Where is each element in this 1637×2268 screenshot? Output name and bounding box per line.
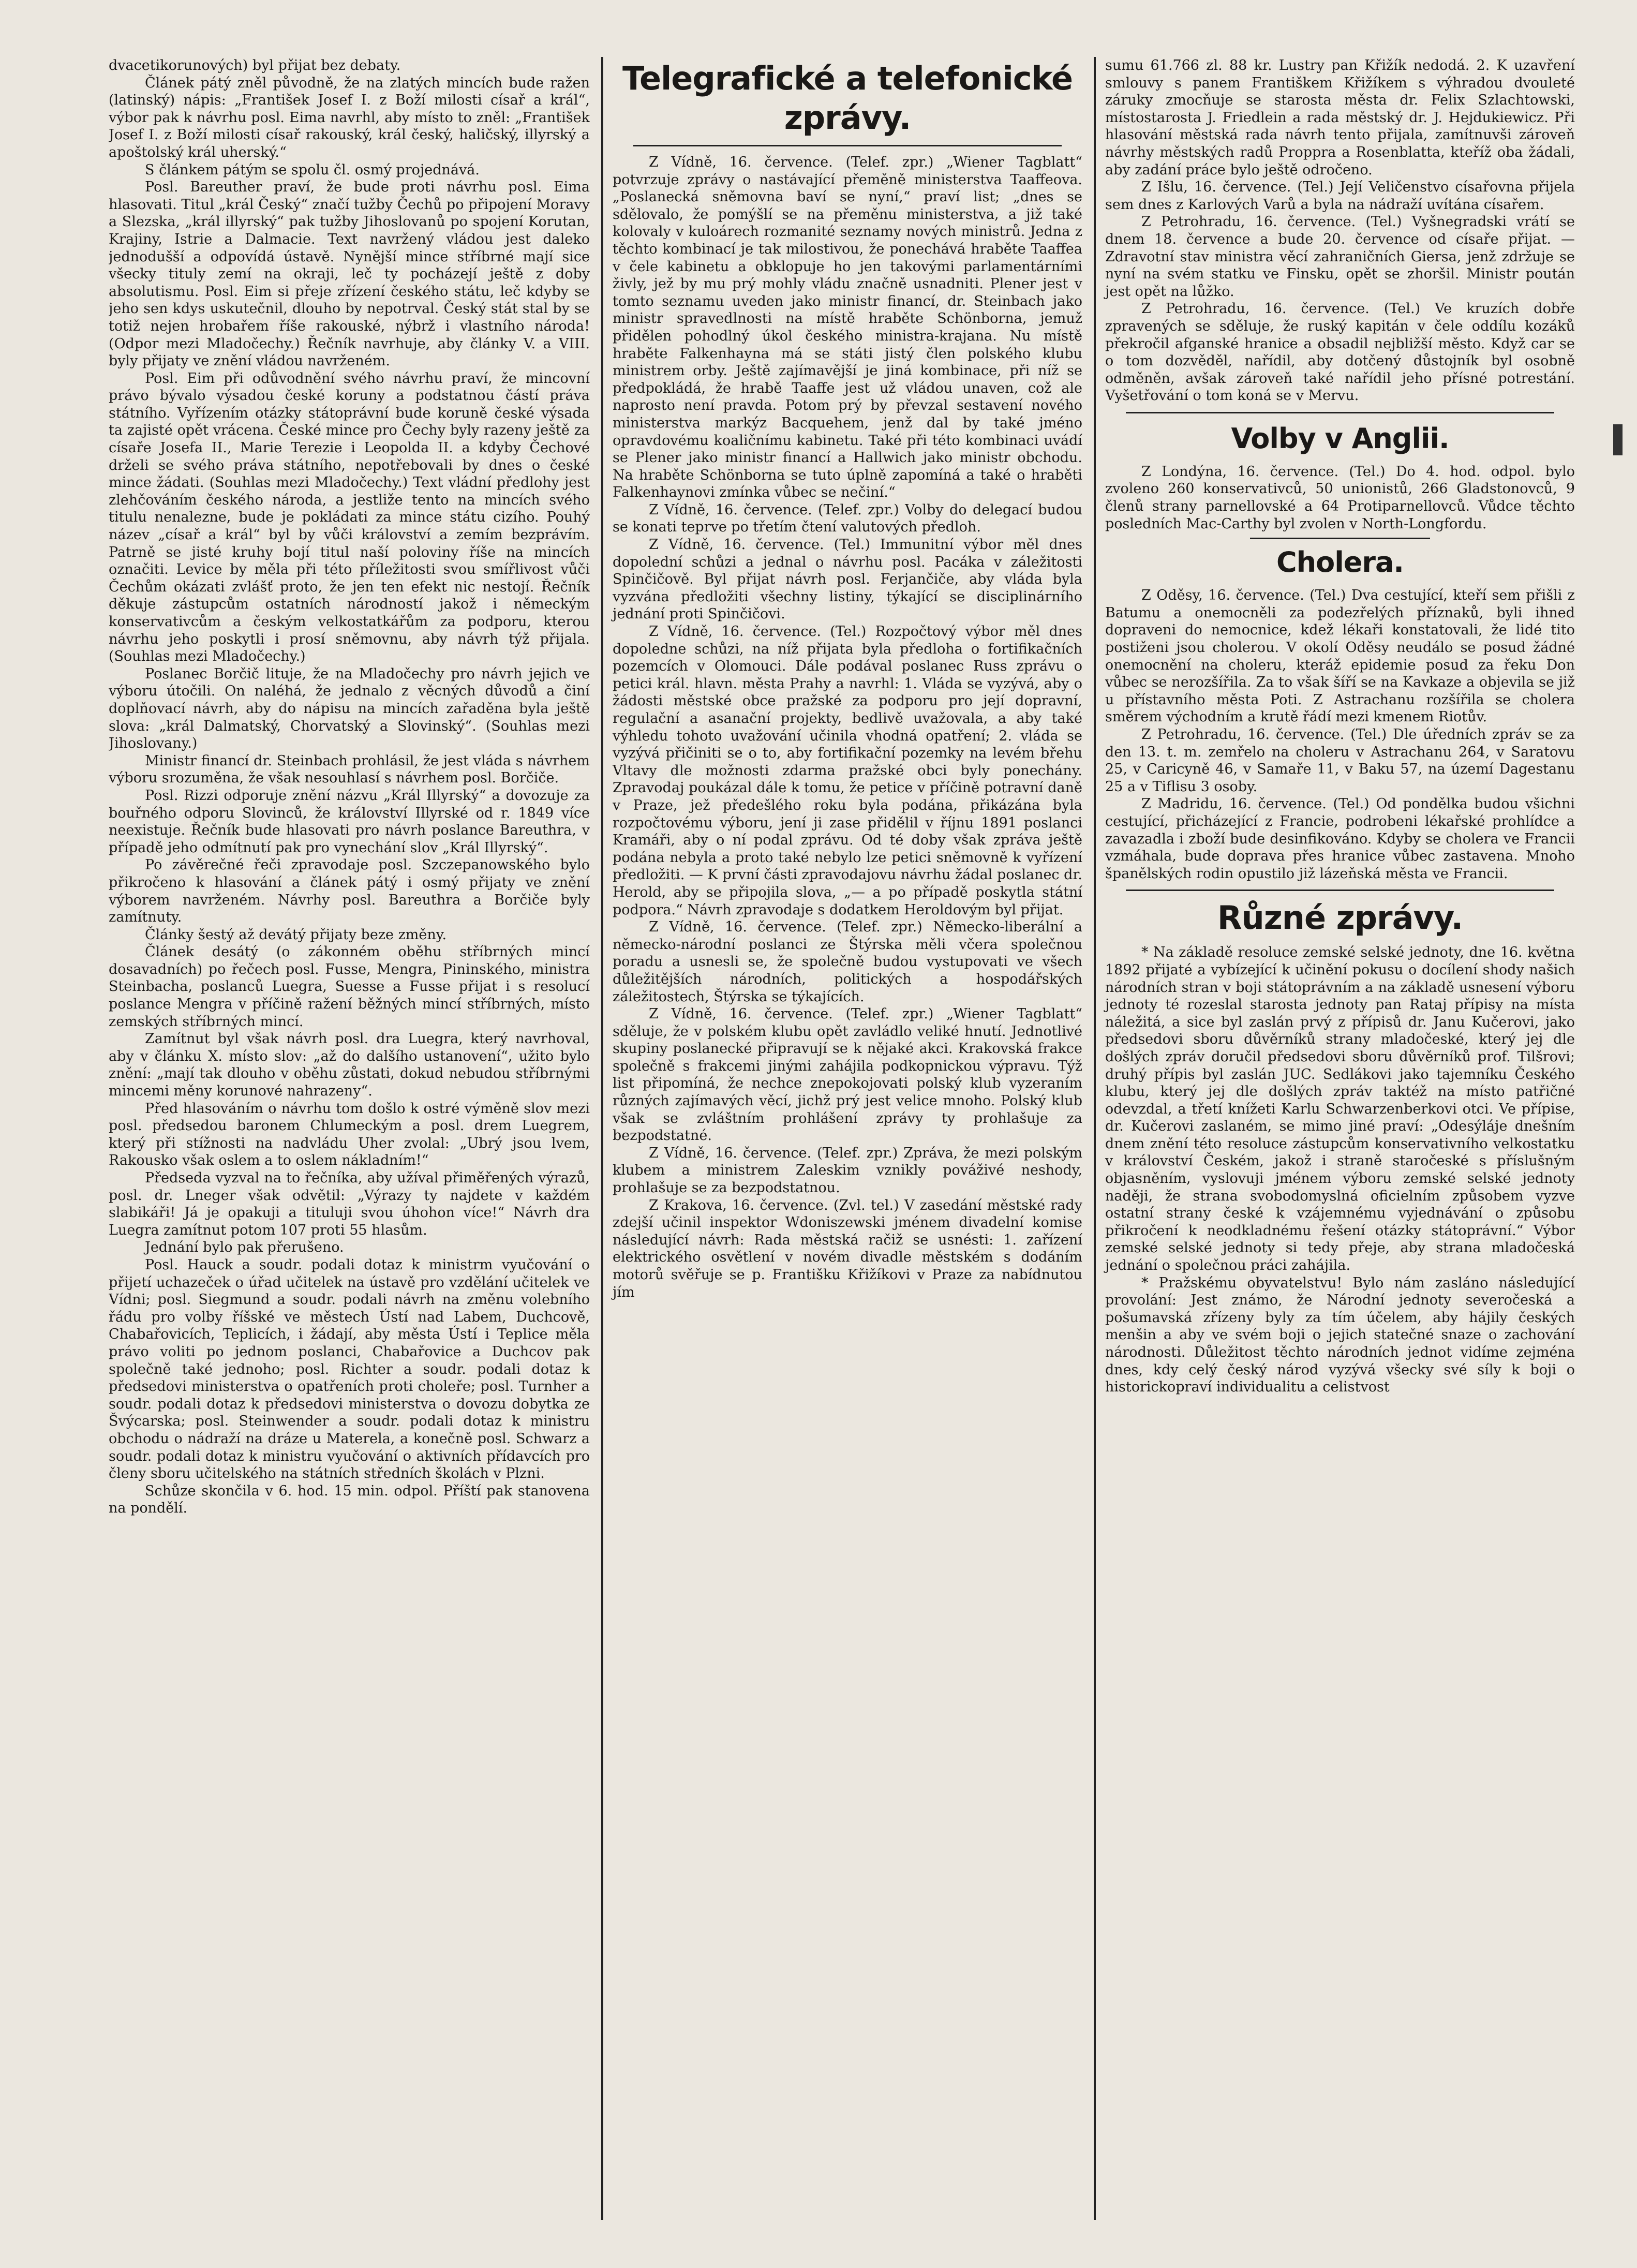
section-title-elections-england: Volby v Anglii. <box>1231 422 1449 455</box>
article-paragraph: Předseda vyzval na to řečníka, aby užíval přiměřených výrazů, posl. dr. Lneger však odvětil: „Výrazy ty najdete v každém slabikáři! Já je opakuji a tituluji svou úhohon více!“ Návrh dra Luegra zamítnut potom 107 proti 55 hlasům. <box>109 1170 590 1238</box>
article-paragraph: Poslanec Borčič lituje, že na Mladočechy pro návrh jejich ve výboru útočili. On naléhá, že jednalo z věcných důvodů a činí doplňovací návrh, aby do nápisu na mincích zařaděna byla ještě slova: „král Dalmatský, Chorvatský a Slovinský“. (Souhlas mezi Jihoslovany.) <box>109 665 590 752</box>
article-paragraph: Z Išlu, 16. července. (Tel.) Její Veličenstvo císařovna přijela sem dnes z Karlových Varů a byla na nádraží uvítána císařem. <box>1105 179 1575 213</box>
article-paragraph: Z Petrohradu, 16. července. (Tel.) Ve kruzích dobře zpravených se sděluje, že ruský kapitán v čele oddílu kozáků překročil afganské hranice a obsadil nejbližší město. Když car se o tom dozvěděl, nařídil, aby dotčený důstojník byl osobně odměněn, avšak zároveň také nařídil jeho přísné potrestání. Vyšetřování o tom koná se v Mervu. <box>1105 301 1575 404</box>
various-news-body <box>1105 944 1575 1396</box>
article-paragraph: Posl. Hauck a soudr. podali dotaz k ministrm vyučování o přijetí uchazeček o úřad učitelek na ústavě pro vzdělání učitelek ve Vídni; posl. Siegmund a soudr. podali návrh na změnu volebního řádu pro volby říšské ve městech Ústí nad Labem, Duchcově, Chabařovicích, Teplicích, i žádají, aby města Ústí i Teplice měla právo voliti po jednom poslanci, Chabařovice a Duchcov pak společně také jednoho; posl. Richter a soudr. podali dotaz k předsedovi ministerstva o opatřeních proti choleře; posl. Turnher a soudr. podali dotaz k předsedovi ministerstva o dovozu dobytka ze Švýcarska; posl. Steinwender a soudr. podali dotaz k ministru obchodu o nádraží na dráze u Materela, a konečně posl. Schwarz a soudr. podali dotaz k ministru vyučování o aktivních přídavcích pro členy sboru učitelského na státních středních školách v Plzni. <box>109 1256 590 1482</box>
article-paragraph: Ministr financí dr. Steinbach prohlásil, že jest vláda s návrhem výboru srozuměna, že však nesouhlasí s návrhem posl. Borčiče. <box>109 752 590 787</box>
article-paragraph: Z Madridu, 16. července. (Tel.) Od pondělka budou všichni cestující, přicházející z Francie, podrobeni lékařské prohlídce a zavazadla i zboží bude desinfikováno. Kdyby se cholera ve Francii vzmáhala, bude doprava přes hranice vůbec zastavena. Mnoho španělských rodin opustilo již lázeňská města ve Francii. <box>1105 796 1575 882</box>
article-paragraph: Článek pátý zněl původně, že na zlatých mincích bude ražen (latinský) nápis: „František Josef I. z Boží milosti císař a král“, výbor pak k návrhu posl. Eima navrhl, aby místo to zněl: „František Josef I. z Boží milosti císař rakouský, král český, haličský, illyrský a apoštolský král uherský.“ <box>109 75 590 160</box>
article-paragraph: Po závěrečné řeči zpravodaje posl. Szczepanowského bylo přikročeno k hlasování a článek pátý i osmý přijaty ve znění výborem navrženém. Návrhy posl. Bareuthra a Borčiče byly zamítnuty. <box>109 857 590 926</box>
section-title-telegraph: Telegrafické a telefonické zprávy. <box>622 60 1073 137</box>
article-paragraph: Z Vídně, 16. července. (Tel.) Rozpočtový výbor měl dnes dopoledne schůzi, na níž přijata byla předloha o fortifikačních pozemcích v Olomouci. Dále podával poslanec Russ zprávu o petici král. hlavn. města Prahy a navrhl: 1. Vláda se vyzývá, aby o žádosti městské obce pražské za podporu pro její dopravní, regulační a asanační projekty, bedlivě uvažovala, a aby také výhledu tohoto uvažování učinila vhodná opatření; 2. vláda se vyzývá přičiniti se o to, aby fortifikační pozemky na levém břehu Vltavy dle možnosti zdarma pražské obci byly ponechány. Zpravodaj poukázal dále k tomu, že petice v příčině potravní daně v Praze, jež předešlého roku byla podána, přikázána byla rozpočtovému výboru, jení ji zase přidělil v říjnu 1891 poslanci Kramáři, aby o ní podal zprávu. Od té doby však zpráva ještě podána nebyla a proto také nebylo lze petici sněmovně k vyřízení předložiti. — K první části zpravodajovu návrhu žádal poslanec dr. Herold, aby se připojila slova, „— a po případě poskytla státní podpora.“ Návrh zpravodaje s dodatkem Heroldovým byl přijat. <box>613 624 1082 918</box>
column-right <box>1094 57 1575 2220</box>
section-title-various-news: Různé zprávy. <box>1217 899 1463 937</box>
article-paragraph: Jednání bylo pak přerušeno. <box>145 1239 344 1256</box>
article-paragraph: Z Vídně, 16. července. (Telef. zpr.) Zpráva, že mezi polským klubem a ministrem Zaleskim vznikly pováživé neshody, prohlašuje se za bezpodstatnou. <box>613 1145 1082 1196</box>
article-paragraph: Z Vídně, 16. července. (Telef. zpr.) „Wiener Tagblatt“ sděluje, že v polském klubu opět zavládlo veliké hnutí. Jednotlivé skupiny poslanecké připravují se k nějaké akci. Krakovská frakce společně s frakcemi jinými zahájila podkopnickou výpravu. Týž list připomíná, že nechce znepokojovati polský klub vyzeraním různých zajímavých věcí, jichž prý jest velice mnoho. Polský klub však se zvláštním prohlášení zprávy ty prohlašuje za bezpodstatné. <box>613 1006 1082 1144</box>
article-paragraph: Zamítnut byl však návrh posl. dra Luegra, který navrhoval, aby v článku X. místo slov: „až do dalšího ustanovení“, užito bylo znění: „mají tak dlouho v oběhu zůstati, dokud nebudou stříbrnými mincemi měny korunové nahrazeny“. <box>109 1031 590 1100</box>
article-paragraph: Článek desátý (o zákonném oběhu stříbrných mincí dosavadních) po řečech posl. Fusse, Mengra, Pininského, ministra Steinbacha, poslanců Luegra, Suesse a Fusse přijat i s resolucí poslance Mengra v příčině ražení běžných mincí stříbrných, místo zemských stříbrných mincí. <box>109 944 590 1030</box>
article-paragraph: Z Krakova, 16. července. (Zvl. tel.) V zasedání městské rady zdejší učinil inspektor Wdoniszewski jménem divadelní komise následující návrh: Rada městská račiž se usnésti: 1. zařízení elektrického osvětlení v novém divadle městském s dodáním motorů svěřuje se p. Františku Křižíkovi v Praze za nabídnutou jím <box>613 1197 1082 1300</box>
article-paragraph: Posl. Bareuther praví, že bude proti návrhu posl. Eima hlasovati. Titul „král Český“ značí tužby Čechů po připojení Moravy a Slezska, „král illyrský“ pak tužby Jihoslovanů po spojení Korutan, Krajiny, Istrie a Dalmacie. Text navržený vládou jest daleko jednodušší a odpovídá ústavě. Nynější mince stříbrné mají sice všecky tituly zemí na okraji, leč ty pocházejí ještě z doby absolutismu. Posl. Eim si přeje zřízení českého státu, leč kdyby se jeho sen kdys uskutečnil, dlouho by nepotrval. Český stát stal by se totiž nejen hrobařem říše rakouské, nýbrž i vlastního národa! (Odpor mezi Mladočechy.) Řečník navrhuje, aby články V. a VIII. byly přijaty ve znění vládou navrženém. <box>109 179 590 369</box>
article-paragraph: sumu 61.766 zl. 88 kr. Lustry pan Křižík nedodá. 2. K uzavření smlouvy s panem Františkem Křižíkem s výhradou dvouleté záruky zmocňuje se starosta města dr. Felix Szlachtowski, místostarosta J. Friedlein a rada městský dr. J. Hejdukiewicz. Při hlasování městská rada návrh tento přijala, zamítnuvši zároveň návrhy městských radů Proppra a Rosenblatta, kteříž oba žádali, aby zadání práce bylo ještě odročeno. <box>1105 57 1575 178</box>
section-rule <box>1126 890 1554 891</box>
article-paragraph: S článkem pátým se spolu čl. osmý projednává. <box>145 161 480 178</box>
article-paragraph: Články šestý až devátý přijaty beze změny. <box>145 926 447 943</box>
telegraph-news-body <box>613 154 1082 1301</box>
column-middle <box>601 57 1082 2220</box>
article-paragraph: Z Vídně, 16. července. (Telef. zpr.) „Wiener Tagblatt“ potvrzuje zprávy o nastávající přeměně ministerstva Taaffeova. „Poslanecká sněmovna baví se nyní,“ praví list; „dnes se sdělovalo, že pomýšlí se na přeměnu ministerstva, a již také kolovaly v kuloárech rozmanité seznamy nových ministrů. Jedna z těchto kombinací je tak milostivou, že ponechává hraběte Taaffea v čele kabinetu a obklopuje ho jen takovými parlamentárními živly, jež by mu prý mohly vládu značně usnadniti. Plener jest v tomto seznamu uveden jako ministr financí, dr. Steinbach jako ministr spravedlnosti na místě hraběte Schönborna, jemuž přidělen pohodlný úkol českého ministra-krajana. Nu místě hraběte Falkenhayna má se státi jistý člen polského klubu ministrem orby. Ještě zajímavější je jiná kombinace, při níž se předpokládá, že hrabě Taaffe jest už vládou unaven, což ale naprosto není pravda. Potom prý by převzal sestavení nového ministerstva markýz Bacquehem, jenž dal by také jméno opravdovému koaličnímu kabinetu. Také při této kombinaci uvádí se Plener jako ministr financí a Hallwich jako ministr obchodu. Na hraběte Schönborna se tuto úplně zapomíná a také o hraběti Falkenhaynovi zmínka vůbec se nečiní.“ <box>613 154 1082 501</box>
section-rule <box>1126 412 1554 413</box>
article-paragraph: Z Oděsy, 16. července. (Tel.) Dva cestující, kteří sem přišli z Batumu a onemocněli za podezřelých příznaků, byli ihned dopraveni do nemocnice, kdež lékaři konstatovali, že lidé tito postiženi jsou cholerou. V okolí Oděsy neudálo se posud žádné onemocnění na choleru, kteráž epidemie posud za řeku Don vůbec se nerozšířila. Za to však šíří se na Kavkaze a objevila se již u přístavního města Poti. Z Astrachanu rozšířila se cholera směrem východním a krutě řádí mezi kmenem Riotův. <box>1105 587 1575 725</box>
article-paragraph: Schůze skončila v 6. hod. 15 min. odpol. Příští pak stanovena na pondělí. <box>109 1483 590 1517</box>
page-edge-mark <box>1613 424 1623 455</box>
article-paragraph: Z Petrohradu, 16. července. (Tel.) Dle úředních zpráv se za den 13. t. m. zemřelo na choleru v Astrachanu 264, v Saratovu 25, v Caricyně 46, v Samaře 11, v Baku 57, na území Dagestanu 25 a v Tiflisu 3 osoby. <box>1105 727 1575 795</box>
article-paragraph: Z Vídně, 16. července. (Telef. zpr.) Volby do delegací budou se konati teprve po třetím čtení valutových předloh. <box>613 501 1082 536</box>
article-paragraph: dvacetikorunových) byl přijat bez debaty. <box>109 57 401 73</box>
article-paragraph: Posl. Eim při odůvodnění svého návrhu praví, že mincovní právo bývalo výsadou české koruny a podstatnou částí práva státního. Vyřízením otázky státoprávní bude koruně české výsada ta zajisté opět vrácena. České mince pro Čechy byly razeny ještě za císaře Josefa II., Marie Terezie i Leopolda II. a kdyby Čechové drželi se svého práva státního, nepotřebovali by dnes o české mince žádati. (Souhlas mezi Mladočechy.) Text vládní předlohy jest zlehčováním českého národa, a jestliže tento na mincích svého titulu nenalezne, bude je pokládati za mince státu cizího. Pouhý název „císař a král“ byl by vůči království a zemím bezprávím. Patrně se jisté kruhy bojí titul naší poloviny říše na mincích označiti. Levice by měla při této příležitosti svou smířlivost vůči Čechům okázati zvlášť proto, že jen ten efekt nic nestojí. Řečník děkuje zástupcům ostatních národností jakož i německým konservativcům a českým velkostatkářům za podporu, kterou návrhu jeho poskytli i prosí sněmovnu, aby návrh týž přijala. (Souhlas mezi Mladočechy.) <box>109 370 590 665</box>
page-columns <box>109 57 1601 2220</box>
section-rule <box>1250 538 1430 539</box>
article-paragraph: Z Londýna, 16. července. (Tel.) Do 4. hod. odpol. bylo zvoleno 260 konservativců, 50 unionistů, 266 Gladstonovců, 9 členů strany parnellovské a 64 Protiparnellovců. Vůdce těchto posledních Mac-Carthy byl zvolen v North-Longfordu. <box>1105 463 1575 532</box>
column-left <box>109 57 590 2220</box>
section-rule <box>633 145 1062 146</box>
article-paragraph: Posl. Rizzi odporuje znění názvu „Král Illyrský“ a dovozuje za bouřného odporu Slovinců, že království Illyrské od r. 1849 více neexistuje. Řečník bude hlasovati pro návrh poslance Bareuthra, v případě jeho odmítnutí pak pro vynechání slov „Král Illyrský“. <box>109 787 590 856</box>
article-paragraph: Z Petrohradu, 16. července. (Tel.) Vyšnegradski vrátí se dnem 18. července a bude 20. července od císaře přijat. — Zdravotní stav ministra věcí zahraničních Giersa, jenž zdržuje se nyní na svém statku ve Finsku, opět se zhoršil. Ministr poután jest opět na lůžko. <box>1105 214 1575 300</box>
article-paragraph: Z Vídně, 16. července. (Telef. zpr.) Německo-liberální a německo-národní poslanci ze Štýrska měli včera společnou poradu a usnesli se, že společně budou vystupovati ve všech důležitějších národních, politických a hospodářských záležitostech, Štýrska se týkajících. <box>613 919 1082 1005</box>
article-paragraph: * Na základě resoluce zemské selské jednoty, dne 16. května 1892 přijaté a vybízející k učinění pokusu o docílení shody našich národních stran v boji státoprávním a na základě usnesení výboru jednoty té rozeslal starosta jednoty pan Rataj přípisy na místa náležitá, a sice byl zaslán prvý z přípisů dr. Janu Kučerovi, jako předsedovi sboru důvěrníků strany mladočeské, který jej dle došlých zpráv doručil předsedovi sboru důvěrníků prof. Tilšrovi; druhý přípis byl zaslán JUC. Sedlákovi jako tajemníku Českého klubu, který jej dle došlých zpráv taktéž na místo patřičné odevzdal, a třetí knížeti Karlu Schwarzenberkovi otci. Ve přípise, dr. Kučerovi zaslaném, se mimo jiné praví: „Odesýláje dnešním dnem znění této resoluce zástupcům konservativního velkostatku v království Českém, jakož i straně staročeské s příslušným objasněním, vyslovuji jménem výboru zemské selské jednoty naději, že strana svobodomyslná oficielním způsobem vyzve ostatní strany české k vzájemnému vyjednávání o způsobu přikročení k neodkladnému řešení otázky státoprávní.“ Výbor zemské selské jednoty si tedy přeje, aby strana mladočeská jednání o společnou práci zahájila. <box>1105 944 1575 1274</box>
telegraph-news-continued <box>1105 57 1575 405</box>
elections-england-body <box>1105 463 1575 532</box>
section-title-cholera: Cholera. <box>1276 546 1404 579</box>
article-paragraph: Před hlasováním o návrhu tom došlo k ostré výměně slov mezi posl. předsedou baronem Chlumeckým a posl. drem Luegrem, který při stížnosti na nadvládu Uher zvolal: „Ubrý jsou lvem, Rakousko však oslem a to oslem nákladním!“ <box>109 1100 590 1169</box>
article-paragraph: * Pražskému obyvatelstvu! Bylo nám zasláno následující provolání: Jest známo, že Národní jednoty severočeská a pošumavská zřízeny byly za tím účelem, aby hájily českých menšin a aby ve svém boji o jejich statečné snaze o zachování národnosti. Důležitost těchto národních jednot vidíme zejména dnes, kdy celý český národ vyzývá všecky své síly k boji o historickopraví individualitu a celistvost <box>1105 1274 1575 1396</box>
cholera-body <box>1105 587 1575 882</box>
article-paragraph: Z Vídně, 16. července. (Tel.) Immunitní výbor měl dnes dopolední schůzi a jednal o návrhu posl. Pacáka v záležitosti Spinčičově. Byl přijat návrh posl. Ferjančiče, aby vláda byla vyzvána předložiti všechny listiny, týkající se disciplinárního jednání proti Spinčičovi. <box>613 537 1082 622</box>
